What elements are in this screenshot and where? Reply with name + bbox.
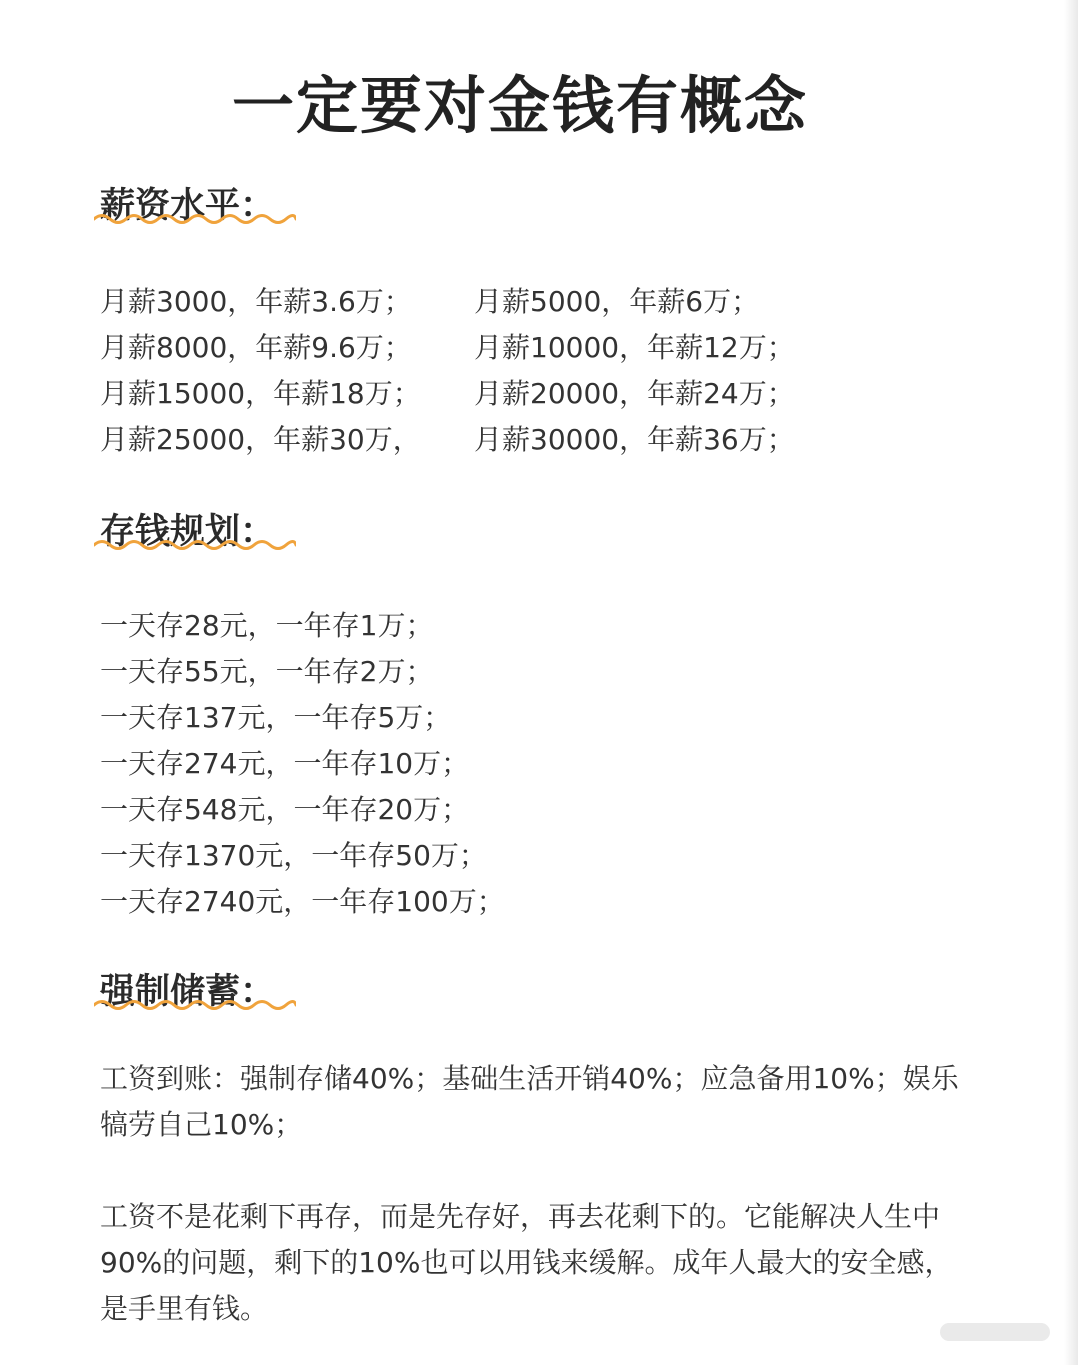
- saving-plan-line: 一天存274元，一年存10万；: [100, 747, 470, 780]
- salary-item: 月薪10000，年薪12万；: [474, 331, 795, 364]
- saving-plan-line: 一天存2740元，一年存100万；: [100, 885, 505, 918]
- salary-item: 月薪30000，年薪36万；: [474, 423, 795, 456]
- salary-item: 月薪20000，年薪24万；: [474, 377, 795, 410]
- section-heading-saving: 存钱规划：: [100, 512, 276, 552]
- heading-underline-wave: [94, 211, 296, 227]
- saving-plan-line: 一天存548元，一年存20万；: [100, 793, 470, 826]
- closing-paragraph: 工资不是花剩下再存，而是先存好，再去花剩下的。它能解决人生中90%的问题，剩下的10%也可以用钱来缓解。成年人最大的安全感，是手里有钱。: [100, 1200, 953, 1325]
- page-edge-shadow: [1064, 0, 1078, 1365]
- salary-row: [100, 372, 795, 412]
- saving-plan-line: 一天存55元，一年存2万；: [100, 655, 434, 688]
- salary-item: 月薪3000，年薪3.6万；: [100, 285, 412, 318]
- heading-underline-wave: [94, 537, 296, 553]
- saving-plan-line: 一天存137元，一年存5万；: [100, 701, 452, 734]
- salary-row: [100, 418, 795, 458]
- allocation-paragraph: 工资到账：强制存储40%；基础生活开销40%；应急备用10%；娱乐犒劳自己10%；: [100, 1062, 959, 1141]
- watermark-icon: [940, 1319, 1050, 1345]
- saving-plan-line: 一天存1370元，一年存50万；: [100, 839, 487, 872]
- saving-plan-line: 一天存28元，一年存1万；: [100, 609, 434, 642]
- page-title: 一定要对金钱有概念: [231, 69, 808, 142]
- salary-item: 月薪5000，年薪6万；: [474, 285, 760, 318]
- heading-underline-wave: [94, 997, 296, 1013]
- salary-item: 月薪8000，年薪9.6万；: [100, 331, 412, 364]
- salary-row: [100, 326, 795, 366]
- salary-row: [100, 280, 760, 320]
- salary-item: 月薪15000，年薪18万；: [100, 377, 421, 410]
- section-heading-salary: 薪资水平：: [100, 186, 276, 226]
- section-heading-forced-saving: 强制储蓄：: [100, 972, 276, 1012]
- salary-item: 月薪25000，年薪30万，: [100, 423, 421, 456]
